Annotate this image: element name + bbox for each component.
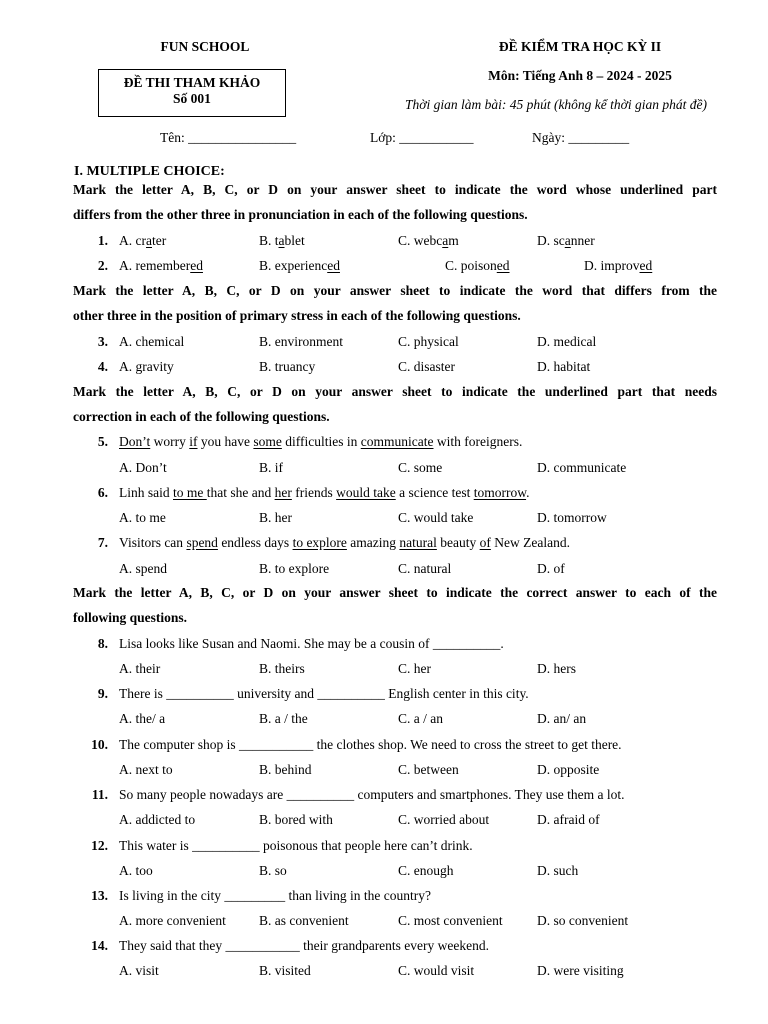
option-c: C. disaster <box>398 359 455 374</box>
reference-exam-label: ĐỀ THI THAM KHẢO <box>123 75 261 90</box>
option-a: A. their <box>119 661 161 676</box>
instruction-error-line2: correction in each of the following questions. <box>73 409 330 424</box>
option-c: C. worried about <box>398 812 490 827</box>
option-d: D. medical <box>537 334 597 349</box>
date-field: Ngày: _________ <box>532 130 630 145</box>
option-d: D. communicate <box>537 460 627 475</box>
option-a: A. chemical <box>119 334 185 349</box>
option-b: B. her <box>259 510 292 525</box>
exam-number: Số 001 <box>173 91 211 106</box>
option-a: A. the/ a <box>119 711 166 726</box>
option-a: A. crater <box>119 233 167 248</box>
option-d: D. an/ an <box>537 711 587 726</box>
instruction-stress-line2: other three in the position of primary stress in each of the following questions. <box>73 308 521 323</box>
question-number: 4. <box>97 359 108 374</box>
option-d: D. improved <box>584 258 653 273</box>
option-d: D. scanner <box>537 233 595 248</box>
option-a: A. remembered <box>119 258 203 273</box>
question-text: Is living in the city _________ than living in the country? <box>119 888 431 903</box>
question-text: The computer shop is ___________ the clothes shop. We need to cross the street to get there. <box>119 737 622 752</box>
question-number: 6. <box>97 485 108 500</box>
question-number: 5. <box>97 434 108 449</box>
question-text: Linh said to me that she and her friends would take a science test tomorrow. <box>119 485 530 500</box>
option-b: B. tablet <box>259 233 305 248</box>
option-d: D. of <box>537 561 565 576</box>
instruction-pronunciation-line2: differs from the other three in pronunciation in each of the following questions. <box>73 207 528 222</box>
instruction-stress-line1: Mark the letter A, B, C, or D on your answer sheet to indicate the word that differs from the <box>73 283 717 298</box>
option-a: A. gravity <box>119 359 174 374</box>
question-number: 13. <box>91 888 108 903</box>
option-d: D. afraid of <box>537 812 600 827</box>
name-field: Tên: ________________ <box>160 130 297 145</box>
option-a: A. visit <box>119 963 159 978</box>
question-number: 1. <box>97 233 108 248</box>
class-field: Lớp: ___________ <box>370 130 474 145</box>
option-d: D. so convenient <box>537 913 629 928</box>
option-b: B. visited <box>259 963 311 978</box>
option-b: B. as convenient <box>259 913 349 928</box>
option-c: C. webcam <box>398 233 459 248</box>
option-a: A. next to <box>119 762 173 777</box>
option-d: D. hers <box>537 661 576 676</box>
option-c: C. her <box>398 661 431 676</box>
question-number: 10. <box>91 737 108 752</box>
option-c: C. physical <box>398 334 459 349</box>
option-d: D. habitat <box>537 359 591 374</box>
question-number: 12. <box>91 838 108 853</box>
school-name: FUN SCHOOL <box>160 39 250 54</box>
option-c: C. would visit <box>398 963 475 978</box>
question-number: 11. <box>91 787 108 802</box>
option-b: B. theirs <box>259 661 305 676</box>
option-c: C. some <box>398 460 443 475</box>
option-b: B. so <box>259 863 287 878</box>
option-c: C. most convenient <box>398 913 503 928</box>
option-a: A. Don’t <box>119 460 167 475</box>
option-a: A. spend <box>119 561 167 576</box>
option-a: A. too <box>119 863 153 878</box>
option-b: B. bored with <box>259 812 333 827</box>
question-text: There is __________ university and __________ English center in this city. <box>119 686 529 701</box>
question-text: Lisa looks like Susan and Naomi. She may be a cousin of __________. <box>119 636 504 651</box>
reference-exam-box <box>98 69 286 117</box>
question-text: This water is __________ poisonous that people here can’t drink. <box>119 838 473 853</box>
question-number: 8. <box>97 636 108 651</box>
instruction-correct-answer-line1: Mark the letter A, B, C, or D on your answer sheet to indicate the correct answer to each of the <box>73 585 717 600</box>
question-number: 7. <box>97 535 108 550</box>
option-b: B. a / the <box>259 711 308 726</box>
option-b: B. if <box>259 460 284 475</box>
instruction-correct-answer-line2: following questions. <box>73 610 188 625</box>
option-b: B. to explore <box>259 561 330 576</box>
option-b: B. experienced <box>259 258 340 273</box>
option-c: C. a / an <box>398 711 443 726</box>
option-d: D. tomorrow <box>537 510 607 525</box>
exam-title: ĐỀ KIỂM TRA HỌC KỲ II <box>498 39 662 54</box>
option-b: B. behind <box>259 762 312 777</box>
question-text: So many people nowadays are __________ computers and smartphones. They use them a lot. <box>119 787 625 802</box>
question-text: Visitors can spend endless days to explore amazing natural beauty of New Zealand. <box>119 535 570 550</box>
question-number: 2. <box>97 258 108 273</box>
option-c: C. poisoned <box>445 258 510 273</box>
subject-line: Môn: Tiếng Anh 8 – 2024 - 2025 <box>488 68 672 83</box>
option-a: A. more convenient <box>119 913 226 928</box>
option-c: C. between <box>398 762 459 777</box>
option-c: C. enough <box>398 863 454 878</box>
section-title: I. MULTIPLE CHOICE: <box>74 164 225 179</box>
option-d: D. such <box>537 863 579 878</box>
instruction-pronunciation-line1: Mark the letter A, B, C, or D on your answer sheet to indicate the word whose underlined part <box>73 182 717 197</box>
question-number: 3. <box>97 334 108 349</box>
option-c: C. would take <box>398 510 474 525</box>
option-d: D. opposite <box>537 762 600 777</box>
time-allowed: Thời gian làm bài: 45 phút (không kể thời gian phát đề) <box>404 97 707 112</box>
question-text: Don’t worry if you have some difficulties in communicate with foreigners. <box>119 434 523 449</box>
question-number: 14. <box>91 938 108 953</box>
option-d: D. were visiting <box>537 963 624 978</box>
option-c: C. natural <box>398 561 452 576</box>
question-number: 9. <box>97 686 108 701</box>
question-text: They said that they ___________ their grandparents every weekend. <box>119 938 490 953</box>
option-b: B. environment <box>259 334 343 349</box>
option-a: A. addicted to <box>119 812 196 827</box>
option-a: A. to me <box>119 510 166 525</box>
instruction-error-line1: Mark the letter A, B, C, or D on your answer sheet to indicate the underlined part that needs <box>73 384 717 399</box>
option-b: B. truancy <box>259 359 316 374</box>
